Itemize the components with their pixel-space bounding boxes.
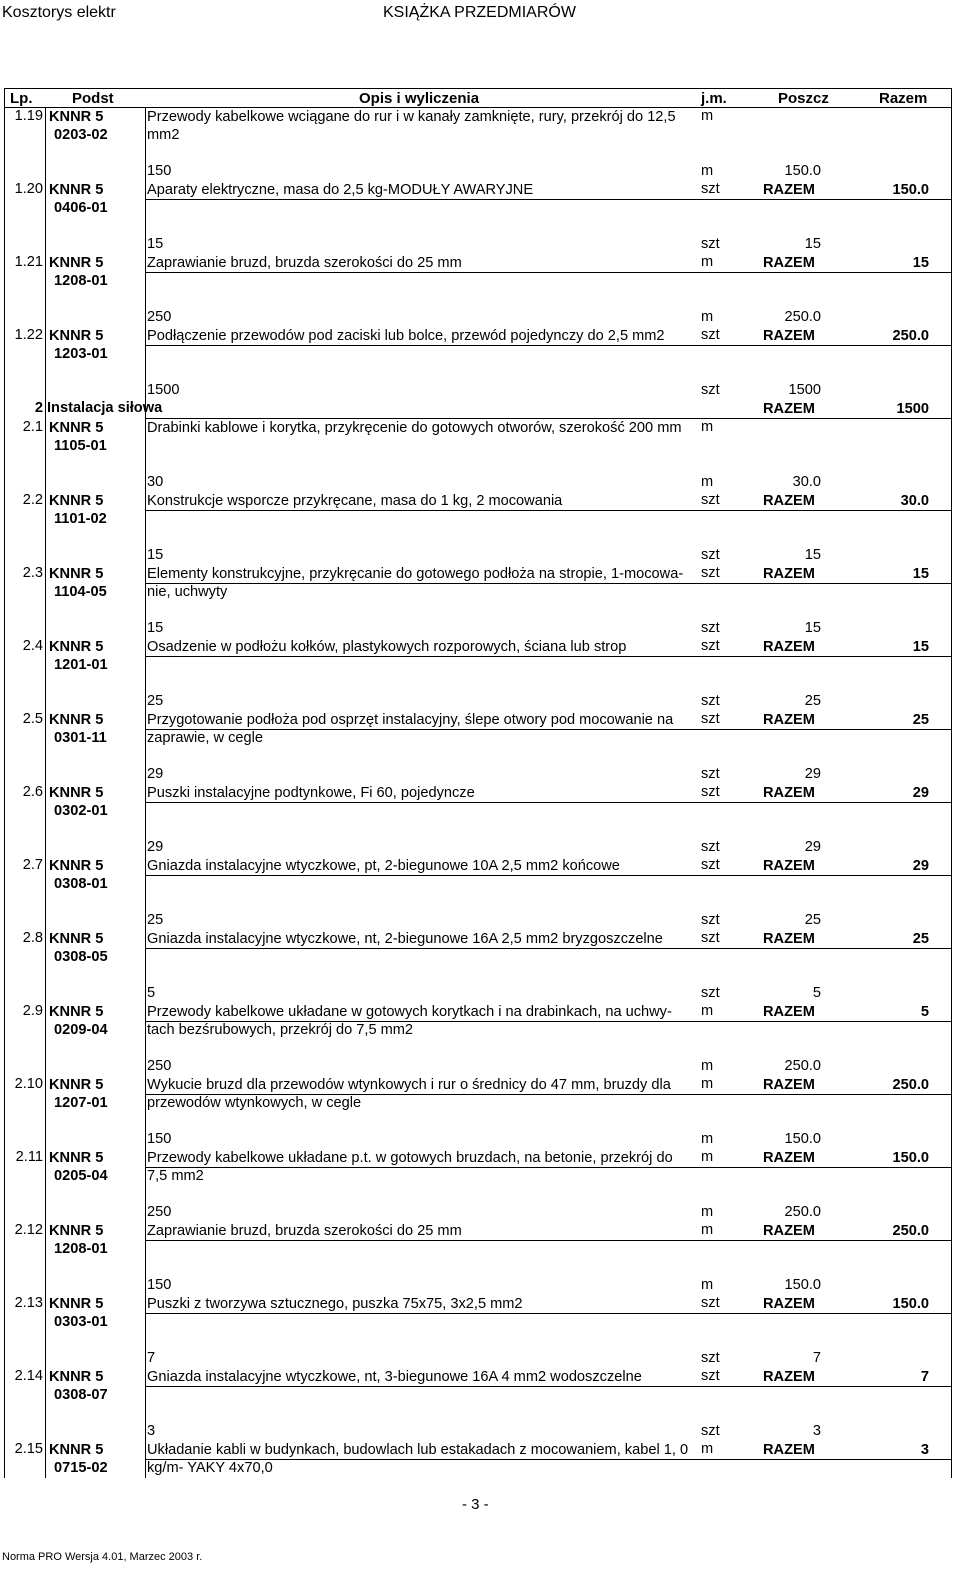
item-calc: 250 [147,309,172,325]
razem-label: RAZEM [763,182,815,198]
row-separator [145,948,951,949]
item-code-position: 0308-05 [54,949,108,965]
razem-label: RAZEM [763,639,815,655]
row-separator [145,802,951,803]
item-description: Gniazda instalacyjne wtyczkowe, nt, 3-biegunowe 16A 4 mm2 wodoszczelne [147,1369,642,1385]
item-partial-value: 15 [804,236,821,252]
item-description: Puszki instalacyjne podtynkowe, Fi 60, pojedyncze [147,785,475,801]
item-number: 2.14 [14,1368,43,1384]
item-code [49,108,145,144]
razem-value: 250.0 [892,1077,929,1093]
item-partial-value: 30.0 [792,474,821,490]
item-code-catalog: KNNR 5 [49,493,104,509]
item-code-catalog: KNNR 5 [49,1442,104,1458]
item-calc: 25 [147,912,164,928]
razem-value: 250.0 [892,328,929,344]
item-number: 2.12 [14,1222,43,1238]
col-divider [45,108,46,1478]
item-code-position: 0308-07 [54,1387,108,1403]
row-separator [145,1240,951,1241]
item-unit: m [701,1076,714,1092]
section-number: 2 [34,400,43,416]
item-number: 1.21 [14,254,43,270]
item-partial-value: 250.0 [784,309,821,325]
item-code [49,784,145,820]
item-code-catalog: KNNR 5 [49,328,104,344]
item-number: 2.11 [15,1149,43,1165]
razem-value: 150.0 [892,1150,929,1166]
item-description: Elementy konstrukcyjne, przykręcanie do gotowego podłoża na stropie, 1-mocowa-nie, uchwyty [147,566,684,600]
item-code-position: 0205-04 [54,1168,108,1184]
item-description: Przewody kabelkowe układane w gotowych korytkach i na drabinkach, na uchwy-tach bezśrubowych, przekrój do 7,5 mm2 [147,1004,672,1038]
item-unit: szt [701,711,720,727]
item-code-catalog: KNNR 5 [49,1369,104,1385]
item-code [49,638,145,674]
item-unit: szt [701,784,720,800]
item-description: Zaprawianie bruzd, bruzda szerokości do 25 mm [147,1223,462,1239]
item-code [49,565,145,601]
item-number: 2.1 [22,419,43,435]
item-partial-value: 250.0 [784,1058,821,1074]
col-opis-header: Opis i wyliczenia [359,90,480,107]
item-partial-value: 250.0 [784,1204,821,1220]
item-code [49,181,145,217]
item-code-catalog: KNNR 5 [49,182,104,198]
col-razem-header: Razem [879,90,928,107]
item-partial-value: 29 [804,766,821,782]
item-unit: m [701,1149,714,1165]
item-number: 2.8 [22,930,43,946]
razem-label: RAZEM [763,785,815,801]
item-calc-unit: m [701,309,714,325]
item-partial-value: 150.0 [784,1277,821,1293]
item-unit: m [701,1222,714,1238]
item-unit: szt [701,492,720,508]
item-calc-unit: szt [701,693,720,709]
item-code-position: 0406-01 [54,200,108,216]
razem-label: RAZEM [763,328,815,344]
item-code-position: 1201-01 [54,657,108,673]
table-header [5,88,951,108]
item-code-catalog: KNNR 5 [49,712,104,728]
item-number: 2.6 [22,784,43,800]
razem-value: 1500 [896,401,929,417]
app-name: Kosztorys elektr [2,4,116,21]
item-code-position: 1208-01 [54,1241,108,1257]
item-code-position: 0715-02 [54,1460,108,1476]
item-calc: 15 [147,236,164,252]
item-number: 2.5 [22,711,43,727]
item-calc: 250 [147,1204,172,1220]
item-description: Przygotowanie podłoża pod osprzęt instalacyjny, ślepe otwory pod mocowanie na zaprawie, w cegle [147,712,674,746]
razem-label: RAZEM [763,401,815,417]
item-code [49,1076,145,1112]
item-code-position: 1105-01 [54,438,107,454]
item-partial-value: 25 [804,693,821,709]
item-description: Zaprawianie bruzd, bruzda szerokości do 25 mm [147,255,462,271]
item-calc-unit: szt [701,236,720,252]
item-number: 1.20 [14,181,43,197]
item-description: Drabinki kablowe i korytka, przykręcenie do gotowych otworów, szerokość 200 mm [147,420,682,436]
item-partial-value: 150.0 [784,163,821,179]
item-code-position: 1203-01 [54,346,108,362]
razem-label: RAZEM [763,566,815,582]
item-number: 2.13 [14,1295,43,1311]
item-code-catalog: KNNR 5 [49,566,104,582]
col-divider [145,108,146,1478]
item-description: Gniazda instalacyjne wtyczkowe, nt, 2-biegunowe 16A 2,5 mm2 bryzgoszczelne [147,931,663,947]
razem-label: RAZEM [763,1223,815,1239]
razem-value: 150.0 [892,1296,929,1312]
item-calc-unit: m [701,1277,714,1293]
item-description: Konstrukcje wsporcze przykręcane, masa do 1 kg, 2 mocowania [147,493,563,509]
razem-value: 250.0 [892,1223,929,1239]
item-code-catalog: KNNR 5 [49,420,104,436]
item-partial-value: 3 [812,1423,821,1439]
item-calc-unit: m [701,474,714,490]
item-unit: m [701,419,714,435]
item-partial-value: 15 [804,620,821,636]
item-partial-value: 1500 [788,382,821,398]
item-code [49,930,145,966]
item-number: 2.7 [22,857,43,873]
item-partial-value: 150.0 [784,1131,821,1147]
item-description: Aparaty elektryczne, masa do 2,5 kg-MODUŁY AWARYJNE [147,182,534,198]
col-poszcz-header: Poszcz [778,90,829,107]
item-description: Gniazda instalacyjne wtyczkowe, pt, 2-biegunowe 10A 2,5 mm2 końcowe [147,858,620,874]
item-code [49,1441,145,1477]
item-calc: 150 [147,1131,172,1147]
item-code-position: 0308-01 [54,876,108,892]
item-code [49,327,145,363]
item-unit: szt [701,930,720,946]
item-code-catalog: KNNR 5 [49,1004,104,1020]
razem-label: RAZEM [763,1296,815,1312]
item-code-catalog: KNNR 5 [49,109,104,125]
footer-version: Norma PRO Wersja 4.01, Marzec 2003 r. [2,1551,203,1563]
item-calc: 15 [147,620,164,636]
item-description: Puszki z tworzywa sztucznego, puszka 75x75, 3x2,5 mm2 [147,1296,523,1312]
item-code-position: 1208-01 [54,273,108,289]
row-separator [145,656,951,657]
razem-value: 150.0 [892,182,929,198]
item-calc-unit: szt [701,620,720,636]
item-number: 2.10 [14,1076,43,1092]
item-number: 1.19 [14,108,43,124]
row-separator [145,1313,951,1314]
col-jm-header: j.m. [701,90,727,107]
razem-label: RAZEM [763,1004,815,1020]
item-code [49,711,145,747]
razem-value: 5 [920,1004,929,1020]
item-calc-unit: m [701,163,714,179]
item-code [49,1368,145,1404]
col-lp-header: Lp. [10,90,33,107]
col-podst-header: Podst [72,90,114,107]
item-calc: 7 [147,1350,156,1366]
razem-value: 7 [920,1369,929,1385]
item-calc: 29 [147,839,164,855]
item-code [49,1149,145,1185]
item-description: Przewody kabelkowe układane p.t. w gotowych bruzdach, na betonie, przekrój do 7,5 mm2 [147,1150,673,1184]
item-code [49,1003,145,1039]
item-description: Podłączenie przewodów pod zaciski lub bolce, przewód pojedynczy do 2,5 mm2 [147,328,665,344]
item-code-catalog: KNNR 5 [49,639,104,655]
item-calc: 29 [147,766,164,782]
item-code-catalog: KNNR 5 [49,1296,104,1312]
item-description: Osadzenie w podłożu kołków, plastykowych rozporowych, ściana lub strop [147,639,627,655]
razem-value: 25 [912,931,929,947]
razem-label: RAZEM [763,1369,815,1385]
item-unit: m [701,108,714,124]
item-partial-value: 5 [812,985,821,1001]
item-calc: 30 [147,474,164,490]
item-calc: 5 [147,985,156,1001]
item-number: 2.2 [22,492,43,508]
item-partial-value: 29 [804,839,821,855]
item-code [49,1295,145,1331]
item-calc: 150 [147,163,172,179]
razem-label: RAZEM [763,493,815,509]
row-separator [145,510,951,511]
razem-label: RAZEM [763,1150,815,1166]
item-calc-unit: szt [701,1423,720,1439]
item-calc-unit: szt [701,1350,720,1366]
item-calc-unit: m [701,1131,714,1147]
item-number: 1.22 [14,327,43,343]
item-code-catalog: KNNR 5 [49,858,104,874]
razem-value: 25 [912,712,929,728]
item-unit: szt [701,181,720,197]
item-code-position: 0203-02 [54,127,108,143]
item-unit: m [701,1003,714,1019]
row-separator [145,345,951,346]
item-number: 2.4 [22,638,43,654]
item-code-catalog: KNNR 5 [49,785,104,801]
item-partial-value: 25 [804,912,821,928]
item-unit: szt [701,1368,720,1384]
razem-value: 15 [912,255,929,271]
item-code-catalog: KNNR 5 [49,1223,104,1239]
item-unit: szt [701,1295,720,1311]
item-code-position: 0301-11 [54,730,107,746]
item-code-position: 1104-05 [54,584,107,600]
razem-label: RAZEM [763,1442,815,1458]
row-separator [145,875,951,876]
item-code-position: 0303-01 [54,1314,108,1330]
item-code [49,492,145,528]
item-code-position: 1207-01 [54,1095,108,1111]
item-description: Wykucie bruzd dla przewodów wtynkowych i rur o średnicy do 47 mm, bruzdy dla przewodów wtynkowych, w cegle [147,1077,671,1111]
razem-label: RAZEM [763,1077,815,1093]
item-calc-unit: szt [701,766,720,782]
razem-value: 15 [912,566,929,582]
item-description: Przewody kabelkowe wciągane do rur i w kanały zamknięte, rury, przekrój do 12,5 mm2 [147,109,676,143]
item-code [49,1222,145,1258]
item-calc-unit: szt [701,547,720,563]
item-code-catalog: KNNR 5 [49,255,104,271]
item-partial-value: 7 [812,1350,821,1366]
item-code [49,254,145,290]
estimate-table [4,88,952,1478]
section-title: Instalacja siłowa [47,400,163,416]
row-separator [145,272,951,273]
item-code-catalog: KNNR 5 [49,1150,104,1166]
item-calc-unit: szt [701,985,720,1001]
document-title: KSIĄŻKA PRZEDMIARÓW [383,4,576,21]
razem-label: RAZEM [763,858,815,874]
razem-label: RAZEM [763,255,815,271]
razem-value: 3 [920,1442,929,1458]
razem-value: 29 [912,858,929,874]
page-header [0,0,960,30]
razem-value: 15 [912,639,929,655]
row-separator [145,1386,951,1387]
item-code-catalog: KNNR 5 [49,1077,104,1093]
razem-label: RAZEM [763,931,815,947]
item-code-position: 1101-02 [54,511,107,527]
item-code [49,419,145,455]
item-code [49,857,145,893]
item-code-position: 0209-04 [54,1022,108,1038]
page-number: - 3 - [462,1496,489,1513]
item-calc: 250 [147,1058,172,1074]
item-unit: szt [701,327,720,343]
item-unit: szt [701,565,720,581]
item-unit: m [701,1441,714,1457]
item-code-catalog: KNNR 5 [49,931,104,947]
item-description: Układanie kabli w budynkach, budowlach lub estakadach z mocowaniem, kabel 1, 0 kg/m- YAKY 4x70,0 [147,1442,689,1476]
item-calc-unit: szt [701,382,720,398]
razem-value: 29 [912,785,929,801]
item-calc-unit: szt [701,912,720,928]
item-unit: szt [701,857,720,873]
item-calc-unit: szt [701,839,720,855]
item-unit: m [701,254,714,270]
item-calc-unit: m [701,1204,714,1220]
item-calc: 3 [147,1423,156,1439]
item-number: 2.15 [14,1441,43,1457]
item-partial-value: 15 [804,547,821,563]
row-separator [145,199,951,200]
item-code-position: 0302-01 [54,803,108,819]
item-calc: 25 [147,693,164,709]
item-calc: 1500 [147,382,180,398]
item-number: 2.3 [22,565,43,581]
item-calc-unit: m [701,1058,714,1074]
item-calc: 150 [147,1277,172,1293]
item-unit: szt [701,638,720,654]
razem-label: RAZEM [763,712,815,728]
item-calc: 15 [147,547,164,563]
razem-value: 30.0 [900,493,929,509]
item-number: 2.9 [22,1003,43,1019]
